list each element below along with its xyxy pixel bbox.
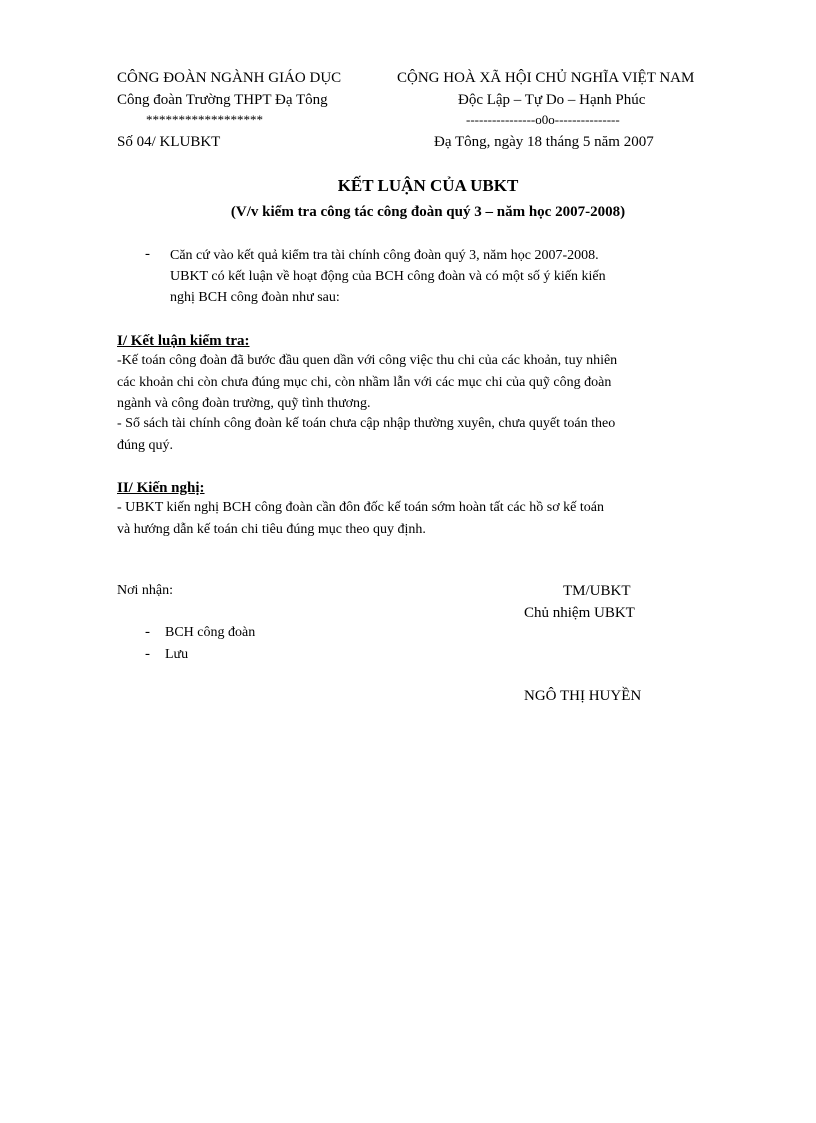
- section-1-line-4: - Sổ sách tài chính công đoàn kế toán chưa cập nhập thường xuyên, chưa quyết toán theo: [117, 416, 616, 431]
- intro-line-3: nghị BCH công đoàn như sau:: [170, 290, 340, 305]
- section-1-heading: I/ Kết luận kiểm tra:: [117, 333, 250, 349]
- org-line-1: CÔNG ĐOÀN NGÀNH GIÁO DỤC: [117, 70, 342, 86]
- intro-dash: -: [145, 246, 150, 262]
- recipient-dash: -: [145, 624, 150, 640]
- section-1-line-2: các khoản chi còn chưa đúng mục chi, còn nhầm lẫn với các mục chi của quỹ công đoàn: [117, 375, 612, 390]
- document-number: Số 04/ KLUBKT: [117, 134, 221, 150]
- section-2-heading: II/ Kiến nghị:: [117, 480, 205, 496]
- recipient-dash: -: [145, 646, 150, 662]
- nation-line-1: CỘNG HOÀ XÃ HỘI CHỦ NGHĨA VIỆT NAM: [397, 70, 695, 86]
- document-subtitle: (V/v kiểm tra công tác công đoàn quý 3 – năm học 2007-2008): [230, 204, 626, 220]
- section-1-line-1: -Kế toán công đoàn đã bước đầu quen dần với công việc thu chi của các khoản, tuy nhiên: [117, 353, 618, 368]
- recipient-item: Lưu: [165, 647, 189, 662]
- signature-role: Chủ nhiệm UBKT: [524, 605, 635, 621]
- document-title: KẾT LUẬN CỦA UBKT: [337, 176, 519, 195]
- intro-line-2: UBKT có kết luận về hoạt động của BCH công đoàn và có một số ý kiến kiến: [170, 269, 606, 284]
- recipients-label: Nơi nhận:: [117, 583, 174, 598]
- nation-divider: ----------------o0o---------------: [466, 112, 620, 127]
- date-line: Đạ Tông, ngày 18 tháng 5 năm 2007: [434, 134, 654, 150]
- intro-line-1: Căn cứ vào kết quả kiểm tra tài chính công đoàn quý 3, năm học 2007-2008.: [170, 248, 599, 263]
- signature-on-behalf: TM/UBKT: [563, 583, 631, 599]
- section-2-line-2: và hướng dẫn kế toán chi tiêu đúng mục theo quy định.: [117, 522, 426, 537]
- section-1-line-3: ngành và công đoàn trường, quỹ tình thương.: [117, 396, 371, 411]
- recipient-item: BCH công đoàn: [165, 625, 256, 640]
- section-2-line-1: - UBKT kiến nghị BCH công đoàn cần đôn đốc kế toán sớm hoàn tất các hồ sơ kế toán: [117, 500, 604, 515]
- section-1-line-5: đúng quý.: [117, 438, 173, 453]
- org-stars-divider: ******************: [146, 112, 263, 127]
- signature-name: NGÔ THỊ HUYỀN: [524, 688, 642, 704]
- org-line-2: Công đoàn Trường THPT Đạ Tông: [117, 92, 328, 108]
- nation-line-2: Độc Lập – Tự Do – Hạnh Phúc: [458, 92, 646, 108]
